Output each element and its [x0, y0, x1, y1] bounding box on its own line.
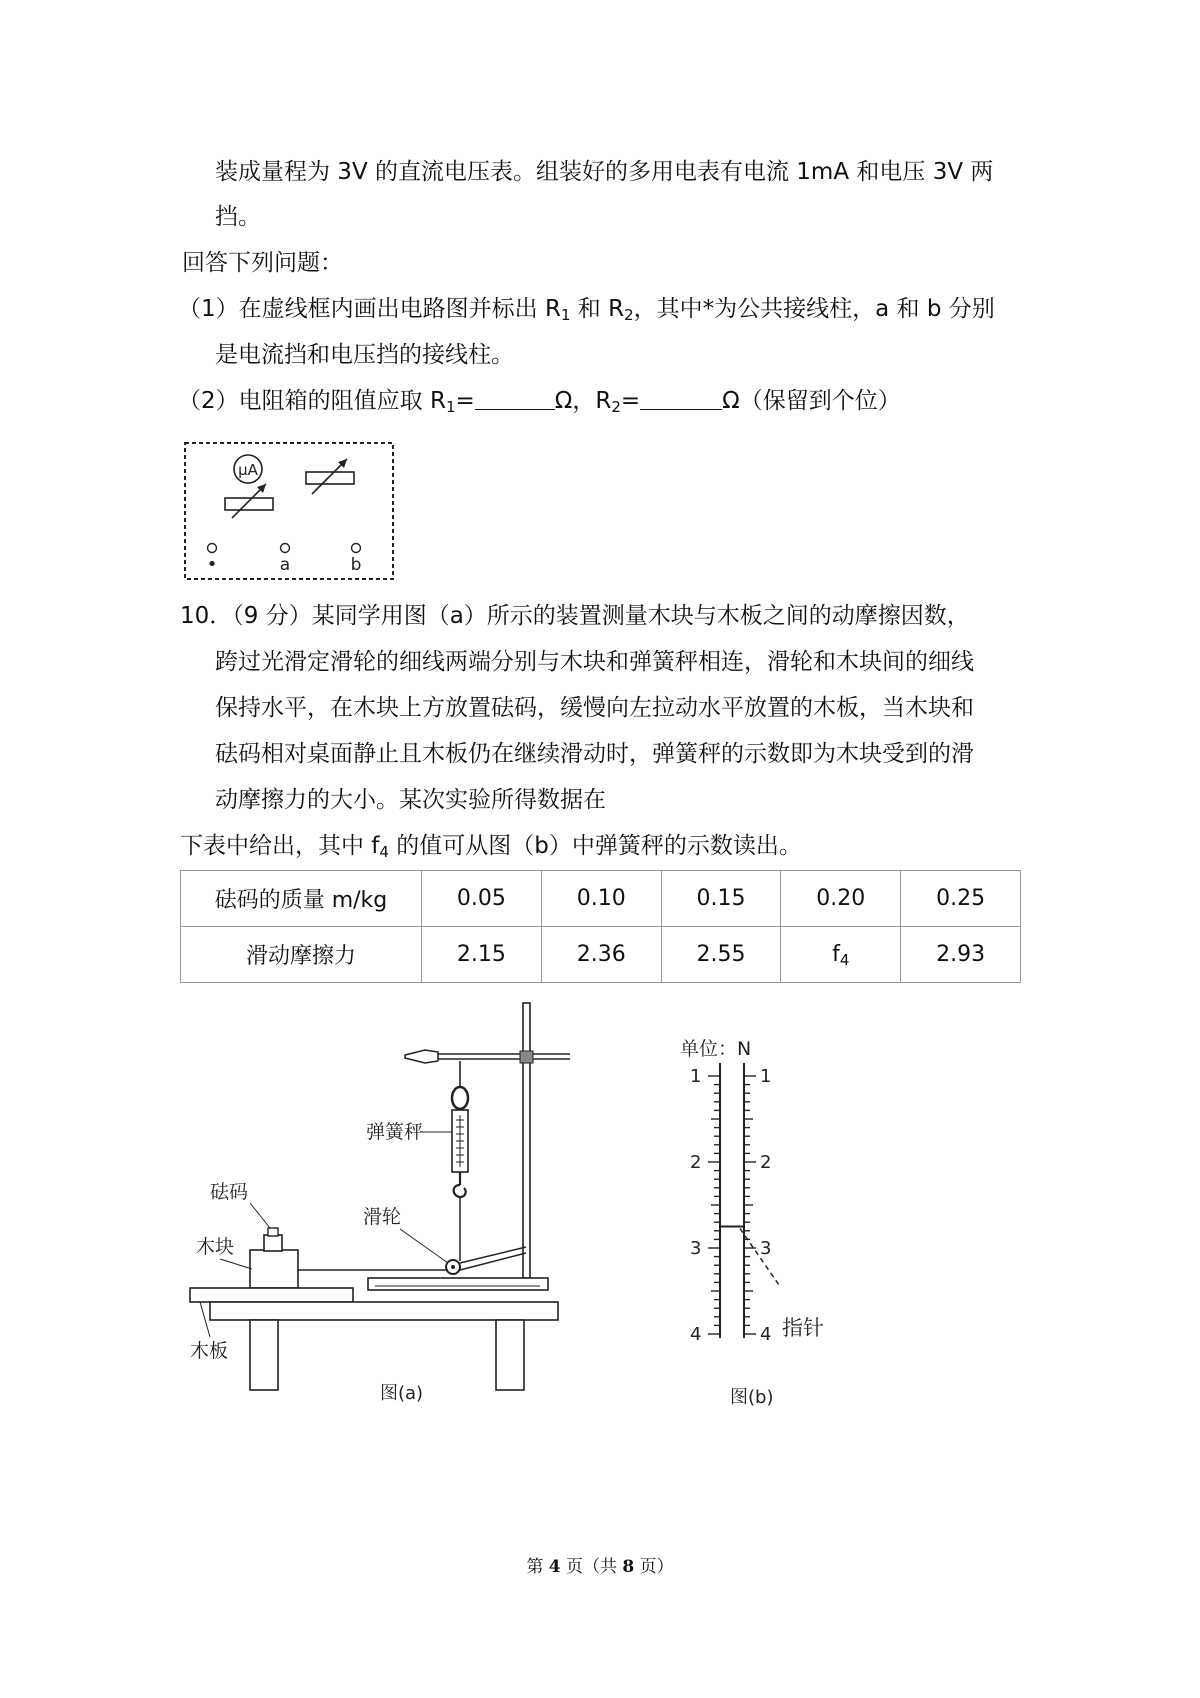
question-2-line: （2）电阻箱的阻值应取 $R_1= \Omega$，$R_2= \Omega$（保留到个位）: [178, 388, 901, 416]
circuit-drawing-box[interactable]: [182, 440, 396, 582]
table-cell: 0.25: [901, 871, 1021, 927]
question-10-line-4: 砝码相对桌面静止且木板仍在继续滑动时，弹簧秤的示数即为木块受到的滑: [215, 741, 974, 767]
variable-resistor-1: [225, 484, 273, 518]
table-cell: 0.10: [541, 871, 661, 927]
stand-base: [368, 1278, 548, 1290]
table-cell: 2.55: [661, 927, 781, 983]
scale-tick-label-right: 2: [760, 1152, 772, 1173]
answer-blank-r1[interactable]: [475, 387, 555, 410]
scale-tick-label-left: 2: [690, 1152, 702, 1173]
figure-a-apparatus: [180, 995, 600, 1415]
stand-rod: [523, 1003, 530, 1278]
terminal-common: [208, 544, 217, 553]
table-cell: 0.20: [781, 871, 901, 927]
scale-tick-label-right: 3: [760, 1238, 772, 1259]
intro-line-1: 装成量程为 3V 的直流电压表。组装好的多用电表有电流 1mA 和电压 3V 两: [215, 159, 994, 185]
spring-scale-ring: [452, 1087, 468, 1109]
microammeter-symbol: [234, 455, 262, 483]
label-pulley: 滑轮: [363, 1206, 402, 1228]
scale-tick-label-right: 1: [760, 1066, 772, 1087]
table-leg-right: [496, 1320, 524, 1390]
answer-blank-r2[interactable]: [640, 387, 722, 410]
terminal-b-label: b: [350, 555, 362, 575]
microammeter-label: μA: [238, 461, 258, 479]
question-10-line-5: 动摩擦力的大小。某次实验所得数据在: [215, 787, 606, 813]
label-weight: 砝码: [210, 1181, 249, 1203]
scale-tick-label-left: 3: [690, 1238, 702, 1259]
pointer-label: 指针: [782, 1316, 824, 1340]
table-cell: 2.93: [901, 927, 1021, 983]
variable-resistor-2: [306, 459, 354, 494]
terminal-a-label: a: [279, 555, 291, 575]
unit-label: 单位：N: [680, 1038, 752, 1060]
intro-line-2: 挡。: [215, 204, 261, 230]
table-cell: 0.05: [422, 871, 542, 927]
clamp-head: [405, 1050, 438, 1063]
label-spring-scale: 弹簧秤: [366, 1121, 424, 1143]
table-cell: 2.15: [422, 927, 542, 983]
weight: [264, 1235, 282, 1251]
spring-scale-hook: [454, 1172, 466, 1197]
figure-b-scale: [660, 1035, 880, 1415]
scale-tick-label-left: 1: [690, 1066, 702, 1087]
friction-data-table: [180, 870, 1021, 983]
figure-b-caption: 图(b): [730, 1387, 774, 1408]
wood-board: [190, 1288, 353, 1302]
table-leg-left: [250, 1320, 278, 1390]
question-1-line-1: （1）在虚线框内画出电路图并标出 $R_1$ 和 $R_2$，其中*为公共接线柱，a 和 b 分别: [178, 296, 995, 324]
table-row-mass: [181, 871, 1021, 927]
scale-ticks: [690, 1066, 771, 1345]
label-block: 木块: [196, 1236, 235, 1258]
label-board: 木板: [190, 1340, 229, 1362]
row-header-friction: 滑动摩擦力: [181, 927, 422, 983]
question-10-line-2: 跨过光滑定滑轮的细线两端分别与木块和弹簧秤相连，滑轮和木块间的细线: [215, 649, 974, 675]
table-top: [210, 1302, 558, 1320]
page-footer: 第 4 页（共 8 页）: [526, 1557, 674, 1577]
subscript-1: 1: [560, 306, 571, 324]
terminal-b: [352, 544, 361, 553]
row-header-mass: 砝码的质量 m/kg: [181, 871, 422, 927]
table-cell: 2.36: [541, 927, 661, 983]
scale-tick-label-right: 4: [760, 1324, 772, 1345]
table-cell-f4: $f_4$: [781, 927, 901, 983]
terminal-common-label: •: [206, 554, 218, 575]
answer-prompt: 回答下列问题：: [182, 250, 343, 276]
question-10-line-3: 保持水平，在木块上方放置砝码，缓慢向左拉动水平放置的木板，当木块和: [215, 695, 974, 721]
figure-a-caption: 图(a): [380, 1383, 424, 1404]
scale-tick-label-left: 4: [690, 1324, 702, 1345]
table-row-friction: [181, 927, 1021, 983]
subscript-2: 2: [624, 306, 634, 324]
wood-block: [250, 1250, 298, 1288]
question-10-line-6: 下表中给出，其中 $f_4$ 的值可从图（b）中弹簧秤的示数读出。: [180, 833, 802, 861]
table-cell: 0.15: [661, 871, 781, 927]
terminal-a: [281, 544, 290, 553]
question-1-line-2: 是电流挡和电压挡的接线柱。: [215, 342, 514, 368]
question-10-line-1: 10．（9 分）某同学用图（a）所示的装置测量木块与木板之间的动摩擦因数，: [180, 603, 970, 629]
